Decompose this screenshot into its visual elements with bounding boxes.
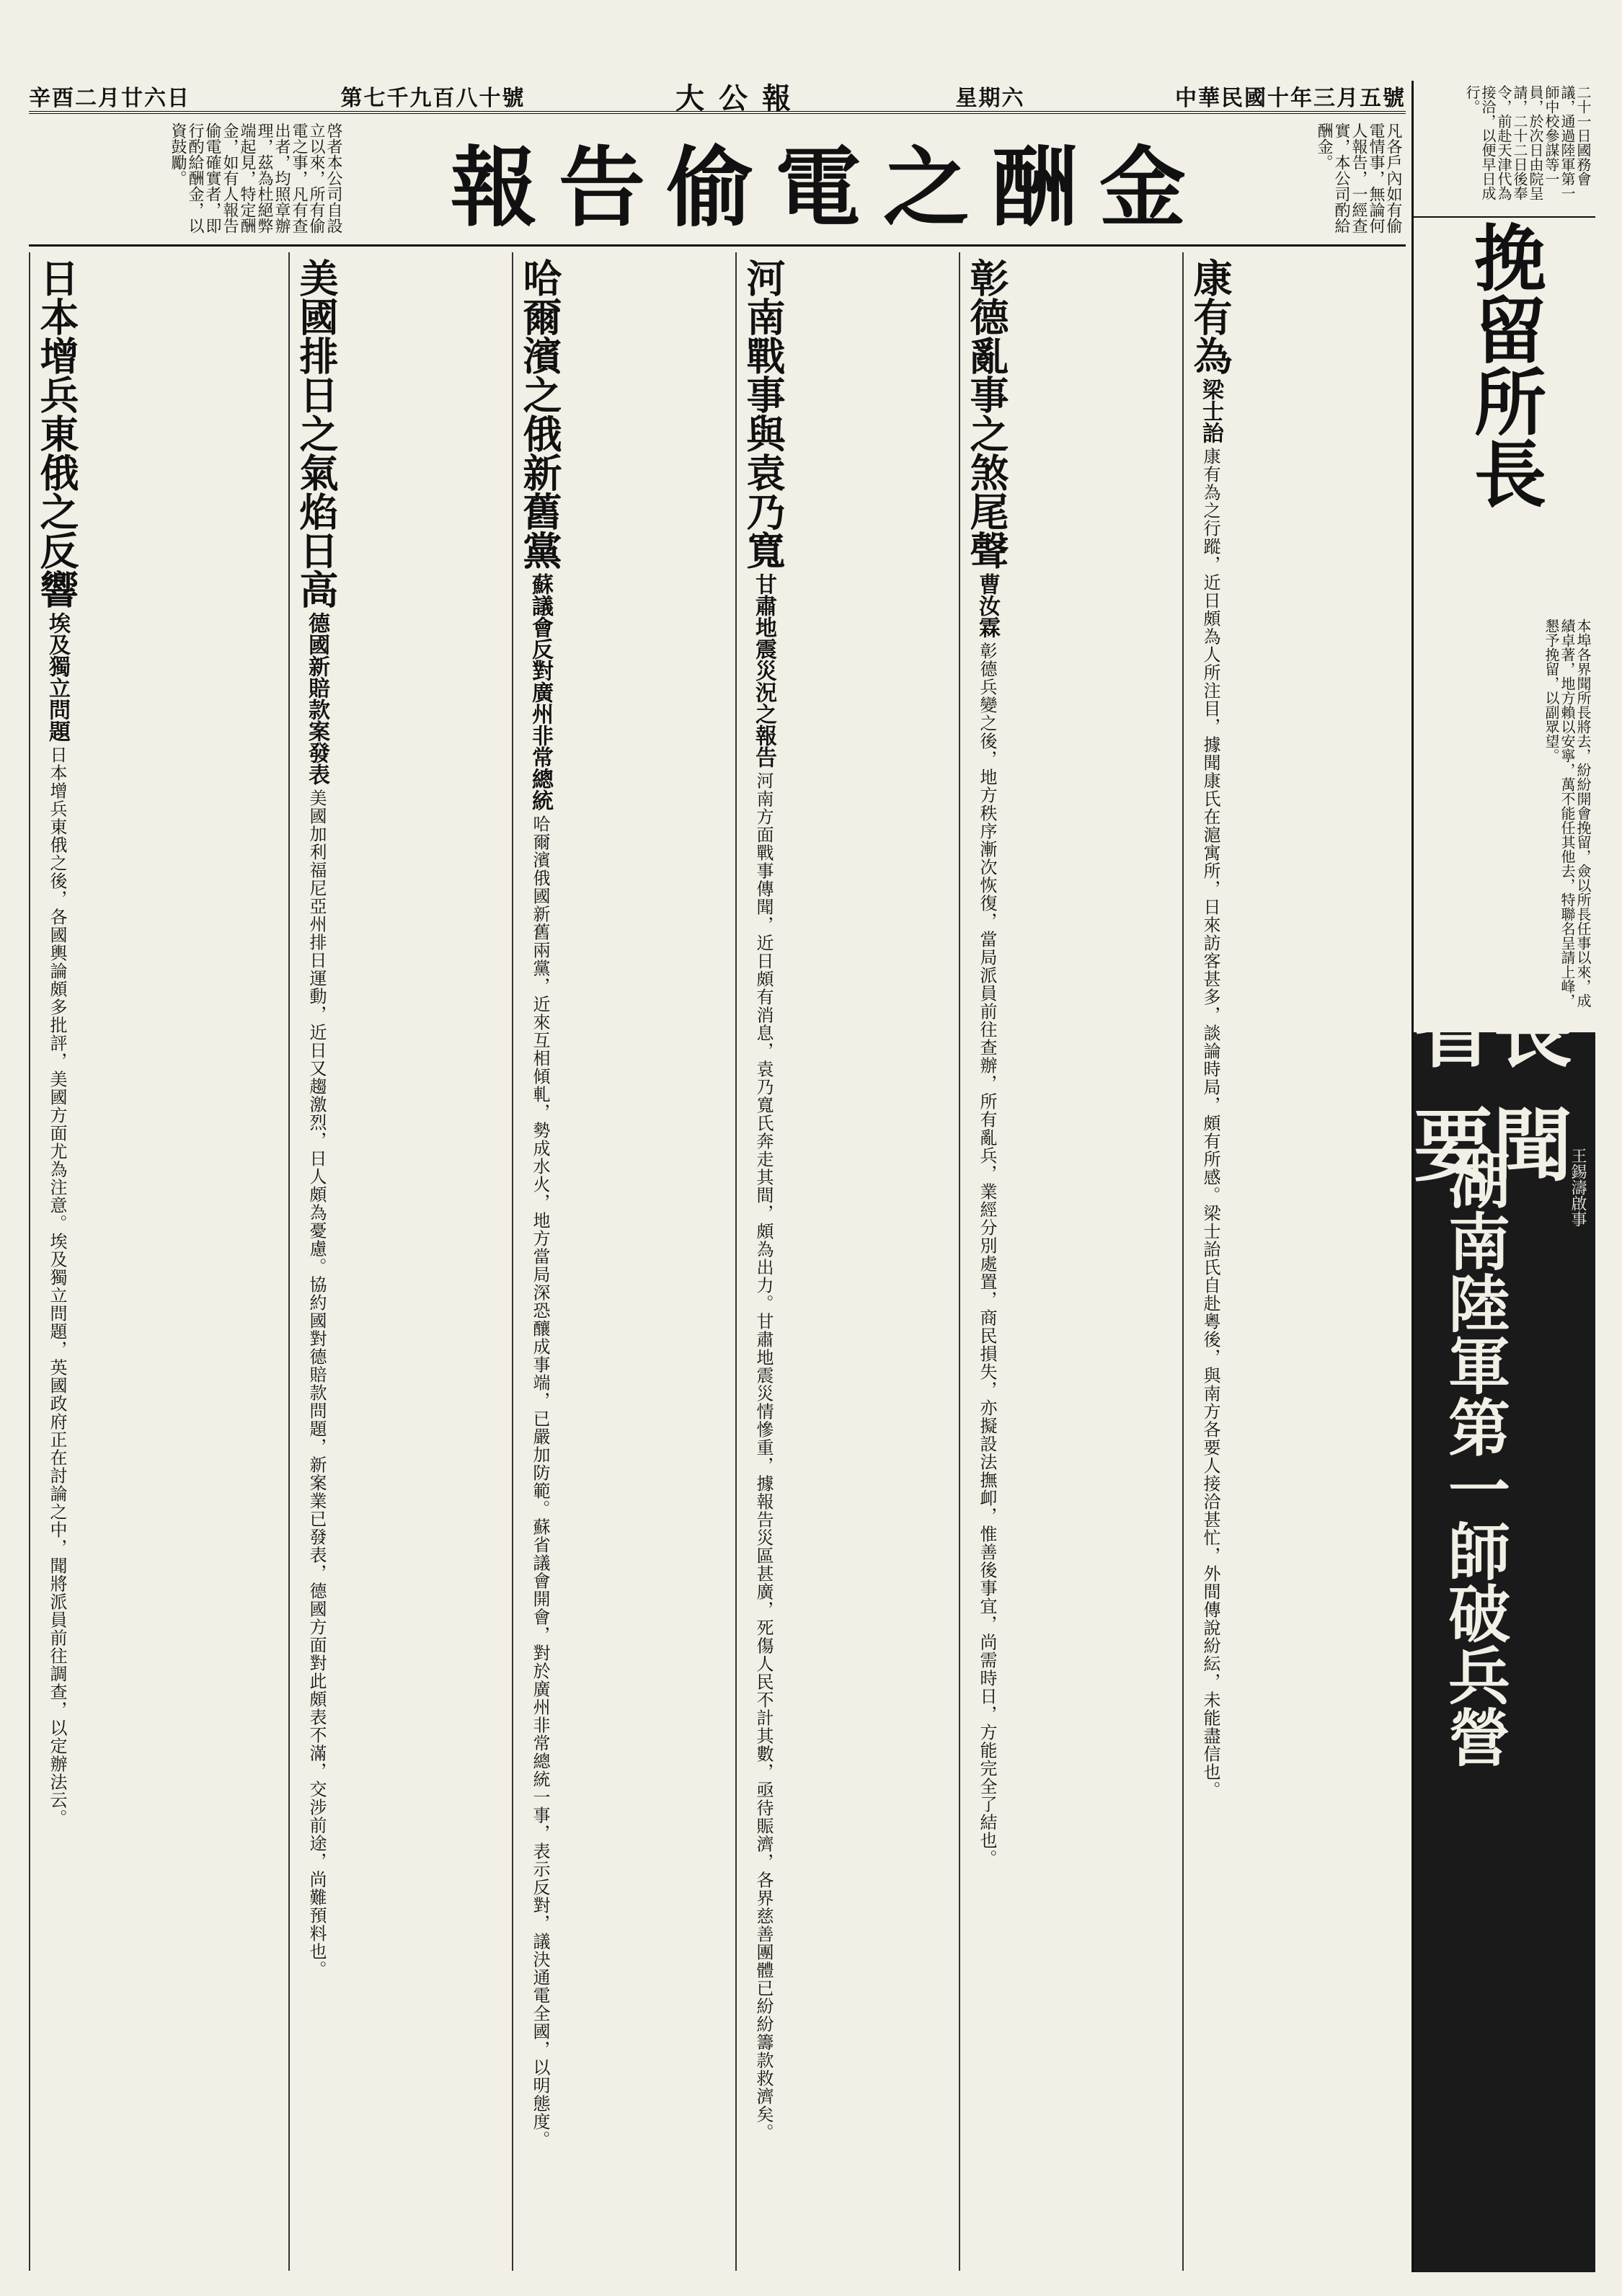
article-subhead: 德國新賠款案發表 xyxy=(304,612,329,786)
article-body: 彰德兵變之後，地方秩序漸次恢復，當局派員前往查辦，所有亂兵，業經分別處置，商民損失，亦擬設法撫卹，惟善後事宜，尚需時日，方能完全了結也。 xyxy=(977,642,997,1868)
farewell-headline: 挽留所長 xyxy=(1462,221,1547,509)
article-headline: 哈爾濱之俄新舊黨 xyxy=(517,258,563,569)
article-column xyxy=(29,252,288,2271)
article-subhead: 埃及獨立問題 xyxy=(45,612,70,743)
farewell-headline-block xyxy=(1414,221,1595,610)
article-column xyxy=(1182,252,1406,2271)
article-headline: 美國排日之氣焰日高 xyxy=(293,258,340,608)
ad-right-text: 凡各戶內如有偷電情事，無論何人報告，一經查實，本公司酌給酬金。 xyxy=(1315,123,1402,234)
article-body: 康有為之行蹤，近日頗為人所注目，據聞康氏在滬寓所，日來訪客甚多，談論時局，頗有所感。梁士詒氏自赴粵後，與南方各要人接洽甚忙，外間傳說紛紜，未能盡信也。 xyxy=(1200,447,1220,1799)
ad-title: 報告偷電之酬金 xyxy=(451,137,1207,239)
article-body: 美國加利福尼亞州排日運動，近日又趨激烈，日人頗為憂慮。協約國對德賠款問題，新案業已發表，德國方面對此頗表不滿，交涉前途，尚難預料也。 xyxy=(306,789,327,1979)
paper-name: 大公報 xyxy=(675,81,805,115)
article-column xyxy=(512,252,735,2271)
dateline-right: 中華民國十年三月五號 xyxy=(1175,86,1406,111)
article-subhead: 曹汝霖 xyxy=(975,573,1000,639)
masthead-info: 王錫濤啟事 xyxy=(1569,1148,1587,1227)
article-headline: 河南戰事與袁乃寬 xyxy=(740,258,786,569)
article-column xyxy=(959,252,1182,2271)
masthead-box xyxy=(1414,985,1595,2272)
dateline-left: 辛酉二月廿六日 xyxy=(29,86,190,111)
article-subhead: 甘肅地震災況之報告 xyxy=(751,573,776,768)
ad-left-text: 啓者本公司自設立以來，所有偷電之事，凡有查出者，均照章辦理，茲為杜絕弊端起見，特定酬金，如有人報告偷電確實者，即行酌給酬金，以資鼓勵。 xyxy=(169,123,342,234)
article-subhead: 蘇議會反對廣州非常總統 xyxy=(528,573,553,812)
farewell-body: 本埠各界聞所長將去，紛紛開會挽留，僉以所長任事以來，成績卓著，地方賴以安寧，萬不能任其他去，特聯名呈請上峰，懇予挽留，以副眾望。 xyxy=(1543,619,1592,1008)
article-body: 哈爾濱俄國新舊兩黨，近來互相傾軋，勢成水火，地方當局深恐釀成事端，已嚴加防範。蘇省議會開會，對於廣州非常總統一事，表示反對，議決通電全國，以明態度。 xyxy=(530,815,550,2149)
dateline-bar xyxy=(29,81,1406,114)
masthead-headline: 湖南陸軍第一師破兵營 xyxy=(1437,1148,1510,1768)
issue-number: 第七千九百八十號 xyxy=(340,86,526,111)
right-column xyxy=(1412,81,1593,2272)
notice-body: 二十一日國務會議，通過陸軍第一師中校參謀等一員，於次日由院呈請，二十二日後奉令，前赴天津代為接洽，以便早日成行。 xyxy=(1414,81,1595,218)
article-headline: 日本增兵東俄之反響 xyxy=(34,258,80,608)
article-column xyxy=(288,252,512,2271)
article-subhead: 梁士詒 xyxy=(1198,378,1223,444)
dateline-week: 星期六 xyxy=(955,86,1025,111)
article-headline: 彰德亂事之煞尾聲 xyxy=(964,258,1010,569)
masthead-title: 省長要聞 xyxy=(1414,985,1572,1192)
article-body: 日本增兵東俄之後，各國輿論頗多批評，美國方面尤為注意。埃及獨立問題，英國政府正在討論之中，聞將派員前往調查，以定辦法云。 xyxy=(47,745,67,1827)
article-headline: 康有為 xyxy=(1187,258,1233,375)
article-body: 河南方面戰事傳聞，近日頗有消息，袁乃寬氏奔走其間，頗為出力。甘肅地震災情慘重，據報告災區甚廣，死傷人民不計其數，亟待賑濟，各界慈善團體已紛紛籌款救濟矣。 xyxy=(753,771,774,2142)
advertisement-banner xyxy=(29,117,1406,247)
article-column xyxy=(735,252,959,2271)
